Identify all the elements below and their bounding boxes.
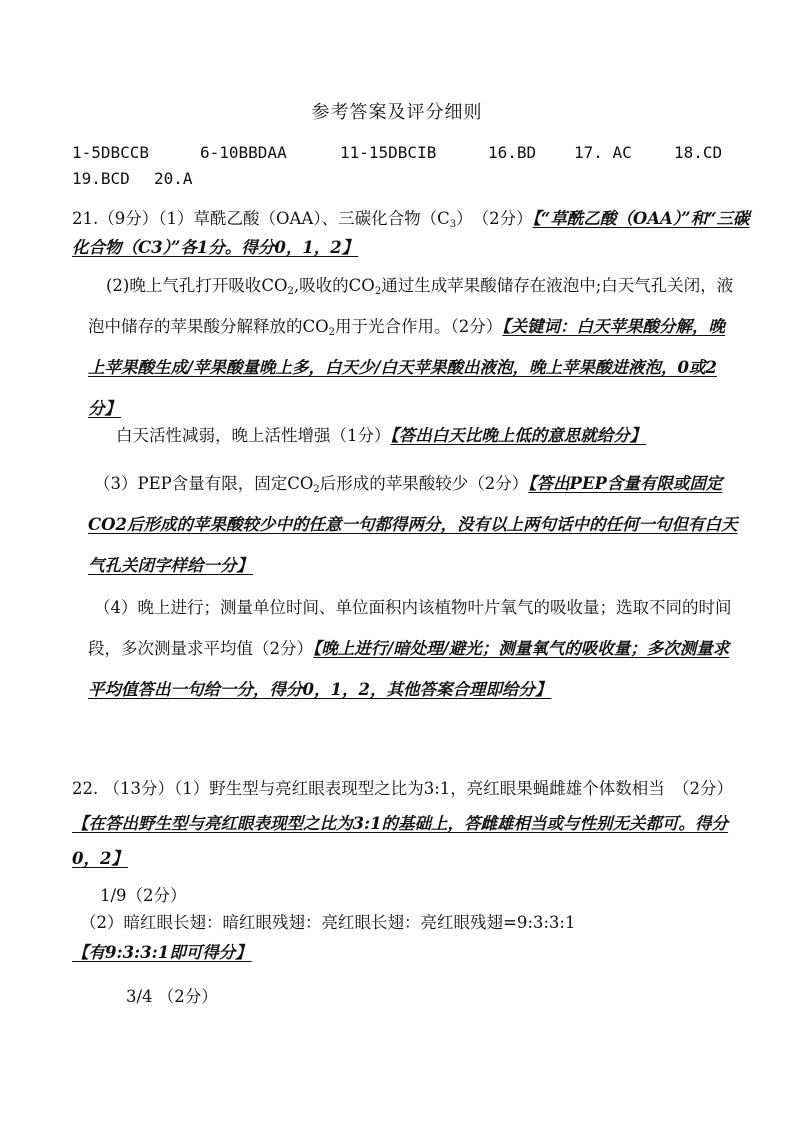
answer-11-15: 11-15DBCIB	[340, 143, 437, 162]
q21-activity	[88, 418, 748, 454]
co2-subscript: 2	[287, 286, 294, 297]
q22-part1	[72, 771, 752, 876]
answer-key-row	[72, 140, 752, 166]
answer-19: 19.BCD	[72, 169, 130, 188]
co2-subscript: 2	[374, 286, 382, 297]
q21-part2-text-a: (2)晚上气孔打开吸收CO	[106, 276, 288, 295]
q21-part2-text-b: ,吸收的CO	[293, 276, 375, 295]
answer-16: 16.BD	[488, 143, 537, 162]
answer-18: 18.CD	[674, 143, 723, 162]
q21-part1-scoring-note: 【“草酰乙酸（OAA）”和“三碳化合物（C3）”各1分。得分0，1，2】	[72, 209, 750, 257]
q21-part2-text-c: 通过生成苹果酸储存在液泡中;白天气孔关闭，液泡中储存的苹果酸分解释放的CO	[88, 276, 734, 336]
q21-part3	[88, 463, 738, 586]
answer-20: 20.A	[154, 169, 193, 188]
q21-part1-text: 21.（9分）（1）草酰乙酸（OAA）、三碳化合物（C	[72, 209, 450, 228]
co2-subscript: 2	[313, 484, 320, 495]
c3-subscript: 3	[449, 219, 457, 230]
q21-part2-text-d: 用于光合作用。（2分）	[335, 317, 503, 336]
q22-part3: 3/4 （2分）	[126, 987, 218, 1006]
answer-key-row	[72, 166, 752, 192]
q22-part2-text: （2）暗红眼长翅：暗红眼残翅：亮红眼长翅：亮红眼残翅=9:3:3:1	[80, 913, 576, 932]
co2-subscript: 2	[328, 327, 336, 338]
q21-part3-text-a: （3）PEP含量有限，固定CO	[94, 474, 314, 493]
q22-part2-scoring-note: 【有9:3:3:1即可得分】	[72, 943, 252, 962]
q21-part4	[88, 587, 738, 710]
q21-part4-text: （4）晚上进行；测量单位时间、单位面积内该植物叶片氧气的吸收量；选取不同的时间段，多次测量求平均值（2分）	[88, 598, 732, 658]
answer-1-5: 1-5DBCCB	[72, 143, 150, 162]
page-title: 参考答案及评分细则	[311, 102, 483, 123]
q21-part2	[88, 265, 738, 429]
q21-part3-scoring-note: 【答出PEP含量有限或固定CO2后形成的苹果酸较少中的任意一句都得两分，没有以上两句话中的任何一句但有白天气孔关闭字样给一分】	[88, 474, 738, 575]
q22-part1-scoring-note: 【在答出野生型与亮红眼表现型之比为3:1的基础上，答雌雄相当或与性别无关都可。得分0，2】	[72, 814, 729, 868]
q21-part2-scoring-note: 【关键词：白天苹果酸分解，晚上苹果酸生成/苹果酸量晚上多，白天少/白天苹果酸出液泡，晚上苹果酸进液泡，0或2分】	[88, 317, 726, 418]
q21-part4-scoring-note: 【晚上进行/暗处理/避光；测量氧气的吸收量；多次测量求平均值答出一句给一分，得分0，1，2，其他答案合理即给分】	[88, 639, 730, 699]
answer-17: 17. AC	[574, 143, 632, 162]
answer-6-10: 6-10BBDAA	[200, 143, 287, 162]
q21-activity-text: 白天活性减弱，晚上活性增强（1分）	[116, 426, 391, 445]
q22-part2	[72, 908, 762, 968]
q21-activity-scoring-note: 【答出白天比晚上低的意思就给分】	[390, 426, 647, 445]
answer-key	[72, 140, 752, 192]
q22-ratio: 1/9（2分）	[100, 886, 187, 905]
q21-part1	[72, 204, 752, 262]
q21-part1-tail: ） （2分）	[456, 209, 533, 228]
q22-part1-text: 22. （13分）（1）野生型与亮红眼表现型之比为3:1，亮红眼果蝇雌雄个体数相当 （2分）	[72, 779, 734, 798]
q21-part3-text-b: 后形成的苹果酸较少（2分）	[319, 474, 529, 493]
